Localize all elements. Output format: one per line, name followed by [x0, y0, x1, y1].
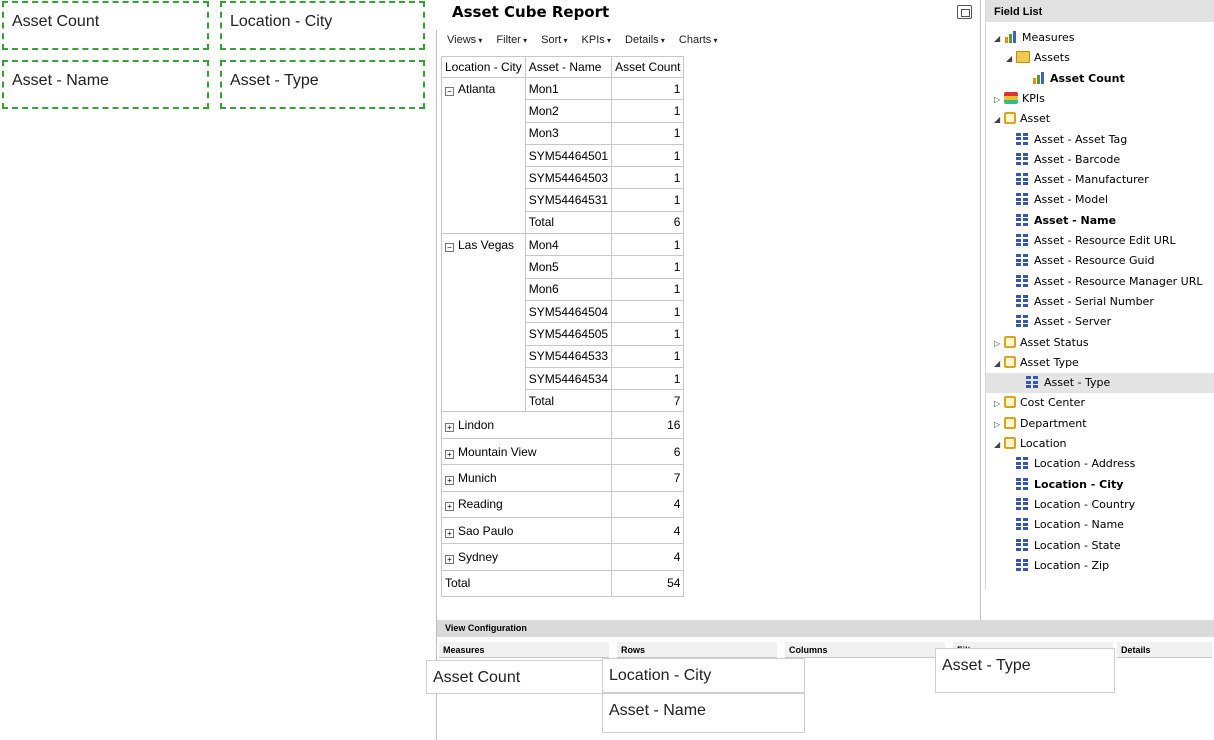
asset-name-cell: Mon2 — [525, 100, 611, 122]
expand-triangle-icon[interactable]: ▷ — [994, 399, 1001, 409]
city-cell[interactable] — [442, 491, 612, 517]
toolbar-menu-kpis[interactable]: KPIs ▾ — [582, 34, 611, 46]
collapse-icon[interactable]: − — [445, 243, 454, 252]
city-label: Atlanta — [458, 82, 496, 96]
field-list-item-label: Location - Name — [1034, 518, 1124, 532]
asset-name-cell: SYM54464501 — [525, 144, 611, 166]
asset-name-cell: Mon3 — [525, 122, 611, 144]
field-list-item-label: Asset - Barcode — [1034, 152, 1121, 166]
collapsed-city-row — [442, 491, 684, 517]
field-list-item[interactable] — [1006, 536, 1121, 556]
city-label: Lindon — [458, 418, 495, 433]
asset-count-cell: 1 — [612, 234, 684, 256]
folder-icon — [1016, 51, 1030, 63]
asset-name-cell: SYM54464505 — [525, 323, 611, 345]
field-list-item[interactable] — [1006, 231, 1176, 251]
field-list-item[interactable] — [994, 393, 1085, 413]
field-list-item-label: Measures — [1022, 31, 1075, 44]
asset-name-cell: Mon1 — [525, 78, 611, 100]
asset-count-cell: 1 — [612, 78, 684, 100]
collapse-triangle-icon[interactable]: ◢ — [994, 358, 1001, 368]
asset-count-cell: 1 — [612, 367, 684, 389]
expand-icon[interactable]: + — [445, 423, 454, 432]
city-label: Mountain View — [458, 444, 537, 459]
field-list-item-label: Assets — [1034, 51, 1070, 65]
city-cell[interactable] — [442, 518, 612, 544]
field-list-item[interactable] — [1006, 495, 1135, 515]
field-list-item-label: Asset Type — [1020, 355, 1079, 369]
field-list-item-label: Location - Country — [1034, 497, 1136, 511]
asset-count-cell: 1 — [612, 144, 684, 166]
asset-name-cell: SYM54464503 — [525, 167, 611, 189]
field-list-item-label: Asset — [1020, 112, 1051, 126]
table-row — [442, 234, 684, 256]
expand-triangle-icon[interactable]: ▷ — [994, 419, 1001, 429]
field-list-item-label: Department — [1020, 416, 1087, 430]
columns-zone-header: Columns — [785, 642, 945, 658]
collapse-triangle-icon[interactable]: ◢ — [1006, 54, 1013, 64]
asset-count-cell: 1 — [612, 300, 684, 322]
field-list-item[interactable] — [994, 414, 1087, 434]
asset-count-cell: 1 — [612, 323, 684, 345]
collapsed-city-row — [442, 518, 684, 544]
details-zone-header: Details — [1117, 642, 1212, 658]
field-list-item[interactable] — [1006, 130, 1127, 150]
field-list-item[interactable] — [1006, 211, 1116, 231]
grand-total-value: 54 — [612, 570, 684, 596]
subtotal-label: Total — [525, 211, 611, 233]
asset-count-cell: 4 — [612, 544, 684, 570]
field-list-item-label: Asset - Model — [1034, 193, 1109, 207]
field-list-item-label: Location - City — [1034, 477, 1124, 491]
field-list-item-label: Asset - Server — [1034, 315, 1112, 329]
field-list-item-label: Cost Center — [1020, 396, 1085, 410]
dimension-icon — [1004, 396, 1016, 408]
field-list-item-label: Asset - Resource Edit URL — [1034, 234, 1176, 247]
column-header-asset-name[interactable]: Asset - Name — [525, 57, 611, 78]
dimension-icon — [1004, 417, 1016, 429]
attribute-icon — [1026, 376, 1040, 388]
field-list-item[interactable] — [1006, 515, 1124, 535]
asset-count-cell: 1 — [612, 189, 684, 211]
table-row — [442, 78, 684, 100]
collapsed-city-row — [442, 412, 684, 438]
dimension-icon — [1004, 356, 1016, 368]
attribute-icon — [1016, 153, 1030, 165]
asset-count-cell: 4 — [612, 491, 684, 517]
field-list-item[interactable] — [994, 28, 1074, 48]
expand-triangle-icon[interactable]: ▷ — [994, 94, 1001, 104]
expand-icon[interactable]: + — [445, 502, 454, 511]
asset-name-cell: SYM54464533 — [525, 345, 611, 367]
toolbar-menu-sort[interactable]: Sort ▾ — [541, 34, 567, 46]
expand-icon[interactable]: + — [445, 476, 454, 485]
chart-icon — [1032, 72, 1046, 84]
attribute-icon — [1016, 193, 1030, 205]
city-cell[interactable] — [442, 412, 612, 438]
attribute-icon — [1016, 498, 1030, 510]
rows-asset-name-tile[interactable]: Asset - Name — [602, 693, 805, 733]
field-list-item-label: Asset Count — [1050, 71, 1125, 85]
city-cell[interactable] — [442, 78, 526, 234]
subtotal-value: 6 — [612, 211, 684, 233]
collapse-triangle-icon[interactable]: ◢ — [994, 440, 1001, 449]
asset-count-cell: 6 — [612, 438, 684, 464]
field-list-item[interactable] — [994, 434, 1067, 454]
field-list-item[interactable] — [1006, 556, 1109, 576]
city-cell[interactable] — [442, 465, 612, 491]
subtotal-label: Total — [525, 390, 611, 412]
toolbar-menu-views[interactable]: Views ▾ — [447, 34, 482, 46]
expand-icon[interactable]: + — [445, 555, 454, 564]
subtotal-value: 7 — [612, 390, 684, 412]
view-configuration-title: View Configuration — [437, 620, 1214, 637]
collapse-triangle-icon[interactable]: ◢ — [994, 115, 1001, 125]
collapse-triangle-icon[interactable]: ◢ — [994, 34, 1001, 43]
asset-count-cell: 4 — [612, 518, 684, 544]
column-header-location-city[interactable]: Location - City — [442, 57, 526, 78]
asset-name-cell: SYM54464504 — [525, 300, 611, 322]
field-list-item-label: Asset - Name — [1034, 213, 1117, 227]
measures-zone-header: Measures — [439, 642, 609, 658]
attribute-icon — [1016, 539, 1030, 551]
city-label: Las Vegas — [458, 238, 515, 253]
field-list-item[interactable] — [994, 333, 1089, 353]
asset-count-cell: 1 — [612, 122, 684, 144]
toolbar-menu-charts[interactable]: Charts ▾ — [679, 34, 718, 46]
asset-count-cell: 1 — [612, 345, 684, 367]
city-cell[interactable] — [442, 438, 612, 464]
report-title: Asset Cube Report — [452, 3, 610, 21]
asset-count-cell: 16 — [612, 412, 684, 438]
report-grid — [441, 56, 684, 597]
field-list-item[interactable] — [1006, 170, 1149, 190]
asset-name-tile[interactable]: Asset - Name — [2, 60, 209, 109]
dimension-icon — [1004, 336, 1016, 348]
asset-name-cell: Mon5 — [525, 256, 611, 278]
field-list-item[interactable] — [1006, 150, 1120, 170]
field-list-item-label: Asset Status — [1020, 335, 1089, 349]
field-list-item[interactable] — [994, 353, 1079, 373]
field-list-item[interactable] — [1006, 190, 1108, 210]
city-label: Sao Paulo — [458, 523, 514, 538]
asset-count-cell: 1 — [612, 167, 684, 189]
asset-name-cell: SYM54464534 — [525, 367, 611, 389]
expand-icon[interactable]: + — [445, 450, 454, 459]
asset-count-cell: 1 — [612, 278, 684, 300]
asset-count-tile[interactable]: Asset Count — [2, 1, 209, 50]
asset-count-cell: 7 — [612, 465, 684, 491]
kpi-icon — [1004, 92, 1018, 104]
column-header-asset-count[interactable]: Asset Count — [612, 57, 684, 78]
field-list-item-label: Asset - Serial Number — [1034, 294, 1154, 308]
field-list-item[interactable] — [1006, 312, 1111, 332]
report-toolbar — [447, 34, 718, 46]
attribute-icon — [1016, 254, 1030, 266]
field-list-item[interactable] — [1006, 251, 1155, 271]
asset-name-cell: Mon6 — [525, 278, 611, 300]
field-list-item[interactable] — [1006, 292, 1154, 312]
expand-icon[interactable]: + — [445, 529, 454, 538]
collapsed-city-row — [442, 438, 684, 464]
rows-location-city-tile[interactable]: Location - City — [602, 658, 805, 693]
city-label: Munich — [458, 470, 497, 485]
attribute-icon — [1016, 275, 1030, 287]
field-list-item[interactable] — [994, 109, 1050, 129]
attribute-icon — [1016, 457, 1030, 469]
city-cell[interactable] — [442, 234, 526, 412]
field-list-item[interactable] — [1006, 48, 1070, 68]
attribute-icon — [1016, 295, 1030, 307]
field-list-item-label: KPIs — [1022, 91, 1045, 105]
collapsed-city-row — [442, 544, 684, 570]
asset-type-tile[interactable]: Asset - Type — [220, 60, 425, 109]
toolbar-menu-filter[interactable]: Filter ▾ — [496, 34, 527, 46]
field-list-item[interactable] — [1006, 475, 1123, 495]
asset-name-cell: SYM54464531 — [525, 189, 611, 211]
field-list-item[interactable] — [1006, 272, 1203, 292]
rows-zone-header: Rows — [617, 642, 777, 658]
field-list-item[interactable] — [986, 373, 1214, 393]
field-list-item[interactable] — [994, 89, 1045, 109]
city-label: Reading — [458, 497, 503, 512]
city-label: Sydney — [458, 550, 499, 565]
attribute-icon — [1016, 173, 1030, 185]
field-list-splitter[interactable] — [980, 0, 981, 625]
collapse-icon[interactable]: − — [445, 87, 454, 96]
field-list-title: Field List — [986, 0, 1214, 22]
field-list-item-label: Location - Address — [1034, 457, 1136, 471]
attribute-icon — [1016, 315, 1030, 327]
expand-triangle-icon[interactable]: ▷ — [994, 338, 1001, 348]
field-list-panel — [985, 0, 1214, 590]
field-list-item-label: Location — [1020, 437, 1067, 450]
field-list-item[interactable] — [1006, 454, 1135, 474]
chart-icon — [1004, 31, 1018, 43]
location-city-tile[interactable]: Location - City — [220, 1, 425, 50]
toolbar-menu-details[interactable]: Details ▾ — [625, 34, 665, 46]
field-list-item-label: Asset - Manufacturer — [1034, 173, 1149, 187]
field-list-item-label: Asset - Resource Guid — [1034, 254, 1155, 268]
field-list-item-label: Asset - Type — [1044, 376, 1111, 390]
attribute-icon — [1016, 559, 1030, 571]
asset-count-cell: 1 — [612, 100, 684, 122]
collapsed-city-row — [442, 465, 684, 491]
grand-total-label: Total — [442, 570, 612, 596]
city-cell[interactable] — [442, 544, 612, 570]
grand-total-row — [442, 570, 684, 596]
field-list-item-label: Asset - Resource Manager URL — [1034, 274, 1203, 288]
field-list-item[interactable] — [1022, 69, 1125, 89]
field-list-item-label: Location - Zip — [1034, 558, 1110, 572]
attribute-icon — [1016, 518, 1030, 530]
attribute-icon — [1016, 478, 1030, 490]
attribute-icon — [1016, 133, 1030, 145]
field-list-item-label: Location - State — [1034, 538, 1121, 552]
measures-asset-count-tile[interactable]: Asset Count — [426, 660, 608, 694]
dimension-icon — [1004, 437, 1016, 449]
restore-window-icon[interactable] — [957, 5, 972, 19]
field-list-item-label: Asset - Asset Tag — [1034, 132, 1128, 146]
attribute-icon — [1016, 214, 1030, 226]
dimension-icon — [1004, 112, 1016, 124]
attribute-icon — [1016, 234, 1030, 246]
asset-count-cell: 1 — [612, 256, 684, 278]
asset-name-cell: Mon4 — [525, 234, 611, 256]
filters-asset-type-tile[interactable]: Asset - Type — [935, 648, 1115, 693]
